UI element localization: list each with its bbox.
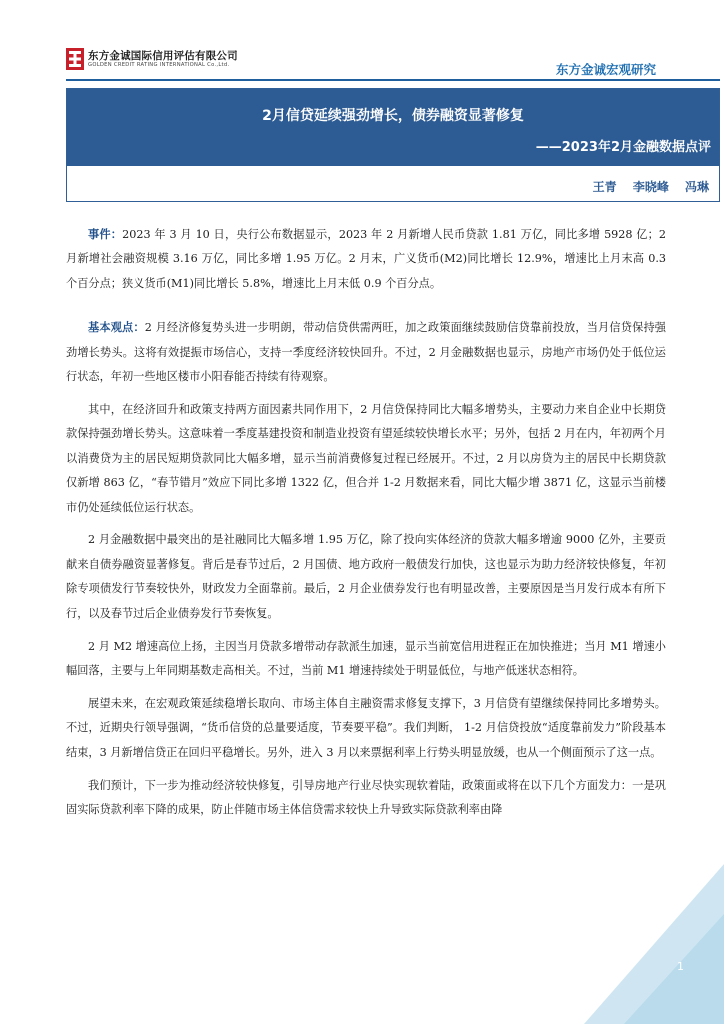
report-authors: 王青 李晓峰 冯琳 (592, 180, 709, 194)
paragraph-text: 我们预计，下一步为推动经济较快修复，引导房地产行业尽快实现软着陆，政策面或将在以下几个方面发力：一是巩固实际贷款利率下降的成果，防止伴随市场主体信贷需求较快上升导致实际贷款利率由降 (66, 778, 666, 817)
paragraph (66, 398, 666, 520)
report-body (66, 222, 666, 822)
header-divider (66, 79, 720, 81)
title-band (67, 89, 719, 166)
paragraph-lead: 基本观点： (88, 320, 145, 335)
paragraph-text: 2 月金融数据中最突出的是社融同比大幅多增 1.95 万亿，除了投向实体经济的贷款大幅多增逾 9000 亿外，主要贡献来自债券融资显著修复。背后是春节过后，2 月国债、地方政府一般债发行加快，这也显示为助力经济较快修复，年初除专项债发行节奏较快外，财政发力全面靠前。最后，2 月企业债券发行也有明显改善，主要原因是当月发行成本有所下行，以及春节过后企业债券发行节奏恢复。 (66, 533, 666, 620)
paragraph-text: 2 月经济修复势头进一步明朗，带动信贷供需两旺，加之政策面继续鼓励信贷靠前投放，当月信贷保持强劲增长势头。这将有效提振市场信心，支持一季度经济较快回升。不过，2 月金融数据也显示，房地产市场仍处于低位运行状态，年初一些地区楼市小阳春能否持续有待观察。 (66, 321, 666, 384)
paragraph-lead: 事件： (88, 227, 123, 241)
paragraph-text: 2 月 M2 增速高位上扬，主因当月贷款多增带动存款派生加速，显示当前宽信用进程正在加快推进；当月 M1 增速小幅回落，主要与上年同期基数走高相关。不过，当前 M1 增速持续处于明显低位，与地产低迷状态相符。 (66, 639, 666, 677)
paragraph (66, 692, 666, 765)
paragraph-text: 其中，在经济回升和政策支持两方面因素共同作用下，2 月信贷保持同比大幅多增势头，主要动力来自企业中长期贷款保持强劲增长势头。这意味着一季度基建投资和制造业投资有望延续较快增长水平；另外，包括 2 月在内，年初两个月以消费贷为主的居民短期贷款同比大幅多增，显示当前消费修复过程已经展开。不过，2 月以房贷为主的居民中长期贷款仅新增 863 亿，“春节错月”效应下同比多增 1322 亿，但合并 1-2 月数据来看，同比大幅少增 3871 亿，这显示当前楼市仍处延续低位运行状态。 (66, 402, 666, 514)
page-number: 1 (677, 960, 684, 973)
paragraph (66, 774, 666, 823)
report-title: 2月信贷延续强劲增长，债券融资显著修复 (262, 108, 524, 124)
report-title-box (66, 88, 720, 202)
logo-mark-icon (66, 48, 84, 70)
paragraph (66, 635, 666, 684)
corner-decoration (584, 864, 724, 1024)
paragraph-event (66, 222, 666, 296)
company-logo (66, 48, 246, 72)
logo-company-name-en: GOLDEN CREDIT RATING INTERNATIONAL Co.,Ltd. (88, 62, 230, 68)
brand-title: 东方金诚宏观研究 (555, 62, 656, 77)
paragraph-viewpoint (66, 315, 666, 389)
report-subtitle: ——2023年2月金融数据点评 (535, 140, 711, 155)
paragraph-text: 2023 年 3 月 10 日，央行公布数据显示，2023 年 2 月新增人民币贷款 1.81 万亿，同比多增 5928 亿；2 月新增社会融资规模 3.16 万亿，同比多增 1.95 万亿。2 月末，广义货币(M2)同比增长 12.9%，增速比上月末高 0.3 个百分点；狭义货币(M1)同比增长 5.8%，增速比上月末低 0.9 个百分点。 (66, 228, 666, 290)
logo-company-name: 东方金诚国际信用评估有限公司 (88, 50, 238, 62)
paragraph-text: 展望未来，在宏观政策延续稳增长取向、市场主体自主融资需求修复支撑下，3 月信贷有望继续保持同比多增势头。不过，近期央行领导强调，“货币信贷的总量要适度，节奏要平稳”。我们判断， 1-2 月信贷投放“适度靠前发力”阶段基本结束，3 月新增信贷正在回归平稳增长。另外，进入 3 月以来票据利率上行势头明显放缓，也从一个侧面预示了这一点。 (66, 696, 666, 759)
page-header (0, 0, 724, 80)
paragraph (66, 528, 666, 626)
